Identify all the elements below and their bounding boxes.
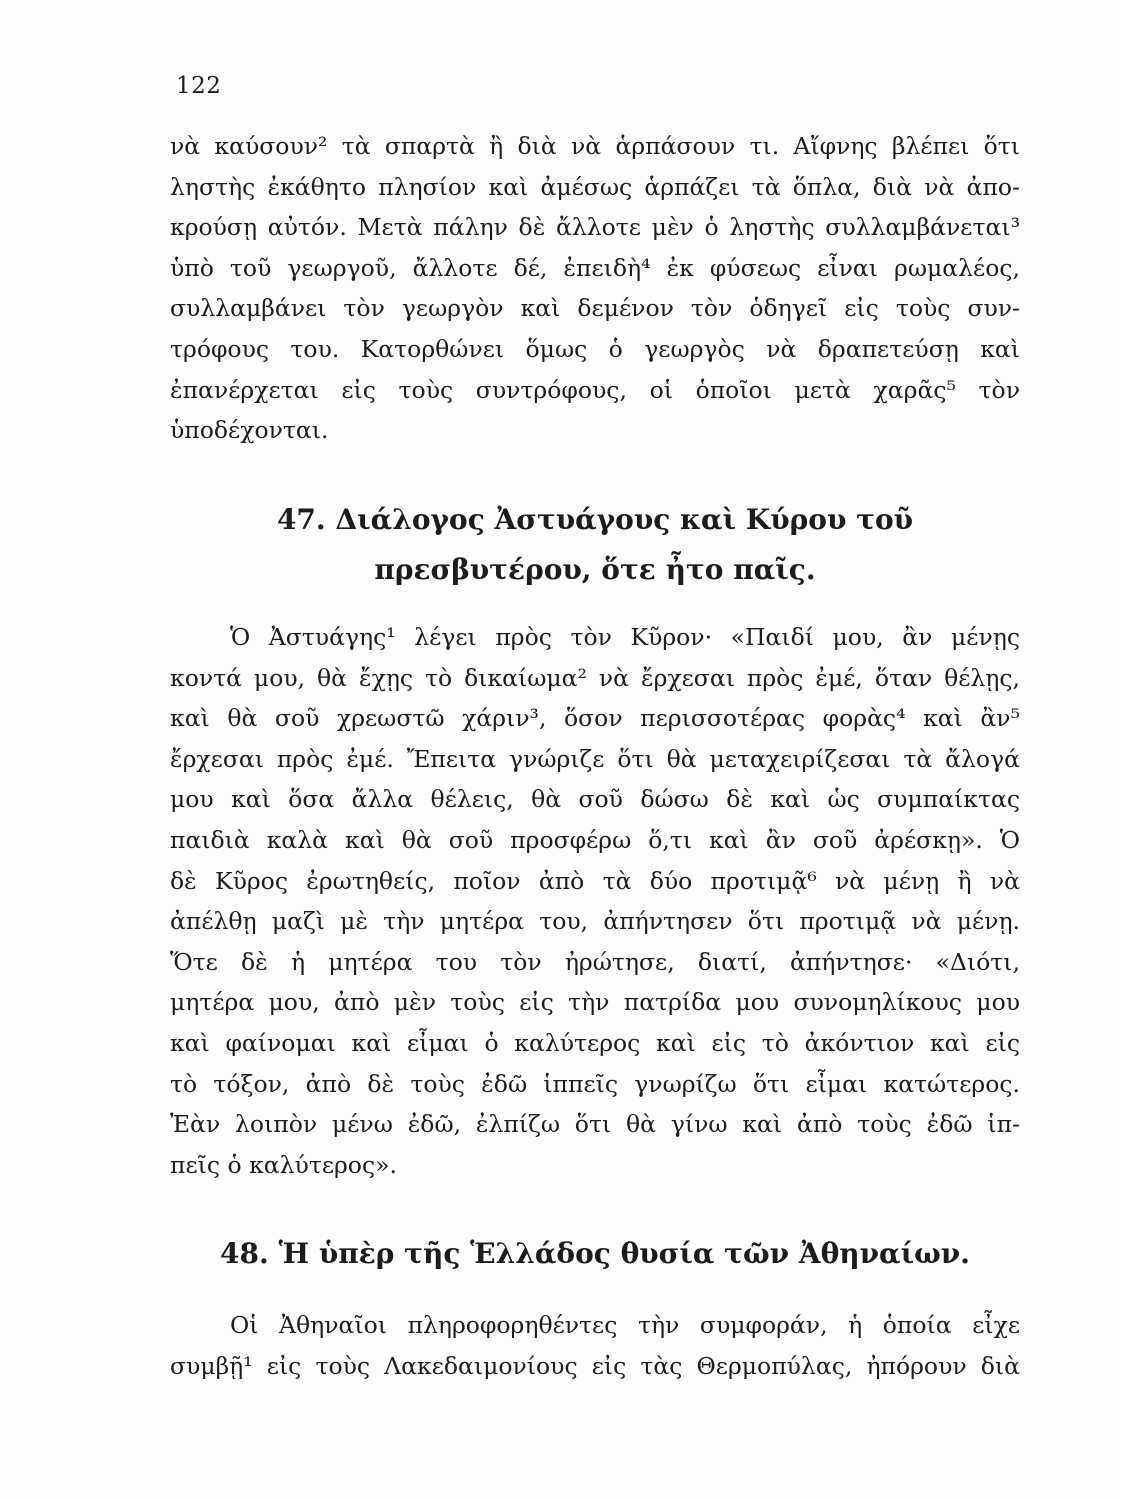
text-line: Ὁ Ἀστυάγης¹ λέγει πρὸς τὸν Κῦρον· «Παιδί μου, ἂν μένῃς: [230, 623, 1020, 651]
text-line: Οἱ Ἀθηναῖοι πληροφορηθέντες τὴν συμφοράν, ἡ ὁποία εἶχε: [230, 1311, 1020, 1339]
text-line: συμβῇ¹ εἰς τοὺς Λακεδαιμονίους εἰς τὰς Θερμοπύλας, ἠπόρουν διὰ: [170, 1351, 1020, 1380]
text-line: καὶ φαίνομαι καὶ εἶμαι ὁ καλύτερος καὶ εἰς τὸ ἀκόντιον καὶ εἰς: [170, 1028, 1020, 1057]
section-heading-48: 48. Ἡ ὑπὲρ τῆς Ἑλλάδος θυσία τῶν Ἀθηναίων.: [220, 1237, 970, 1270]
text-line: παιδιὰ καλὰ καὶ θὰ σοῦ προσφέρω ὅ,τι καὶ ἂν σοῦ ἀρέσκῃ». Ὁ: [170, 825, 1020, 854]
text-line: νὰ καύσουν² τὰ σπαρτὰ ἢ διὰ νὰ ἁρπάσουν τι. Αἴφνης βλέπει ὅτι: [170, 132, 1020, 160]
heading-line: 47. Διάλογος Ἀστυάγους καὶ Κύρου τοῦ: [276, 503, 914, 536]
text-line: ἔρχεσαι πρὸς ἐμέ. Ἔπειτα γνώριζε ὅτι θὰ μεταχειρίζεσαι τὰ ἄλογά: [170, 744, 1020, 773]
text-line: ἀπέλθῃ μαζὶ μὲ τὴν μητέρα του, ἀπήντησεν ὅτι προτιμᾷ νὰ μένῃ.: [170, 907, 1020, 936]
text-line: τὸ τόξον, ἀπὸ δὲ τοὺς ἐδῶ ἱππεῖς γνωρίζω ὅτι εἶμαι κατώτερος.: [170, 1069, 1020, 1098]
intro-paragraph: [170, 126, 1020, 451]
text-line: τρόφους του. Κατορθώνει ὅμως ὁ γεωργὸς νὰ δραπετεύσῃ καὶ: [170, 334, 1020, 363]
text-line: καὶ θὰ σοῦ χρεωστῶ χάριν³, ὅσον περισσοτέρας φορὰς⁴ καὶ ἂν⁵: [170, 704, 1020, 733]
text-line: ὑπὸ τοῦ γεωργοῦ, ἄλλοτε δέ, ἐπειδὴ⁴ ἐκ φύσεως εἶναι ρωμαλέος,: [170, 253, 1020, 282]
text-line: κρούσῃ αὐτόν. Μετὰ πάλην δὲ ἄλλοτε μὲν ὁ ληστὴς συλλαμβάνεται³: [170, 213, 1020, 242]
text-line: κοντά μου, θὰ ἔχῃς τὸ δικαίωμα² νὰ ἔρχεσαι πρὸς ἐμέ, ὅταν θέλῃς,: [170, 663, 1020, 692]
text-line: δὲ Κῦρος ἐρωτηθείς, ποῖον ἀπὸ τὰ δύο προτιμᾷ⁶ νὰ μένῃ ἢ νὰ: [170, 866, 1020, 895]
text-line: ληστὴς ἐκάθητο πλησίον καὶ ἀμέσως ἁρπάζει τὰ ὅπλα, διὰ νὰ ἀπο-: [170, 172, 1020, 201]
text-line: πεῖς ὁ καλύτερος».: [170, 1150, 397, 1179]
section-heading-47: [170, 495, 1020, 595]
text-line: Ὅτε δὲ ἡ μητέρα του τὸν ἠρώτησε, διατί, ἀπήντησε· «Διότι,: [170, 947, 1020, 976]
heading-line: πρεσβυτέρου, ὅτε ἦτο παῖς.: [374, 553, 816, 586]
text-line: Ἐὰν λοιπὸν μένω ἐδῶ, ἐλπίζω ὅτι θὰ γίνω καὶ ἀπὸ τοὺς ἐδῶ ἱπ-: [170, 1110, 1020, 1139]
text-line: συλλαμβάνει τὸν γεωργὸν καὶ δεμένον τὸν ὁδηγεῖ εἰς τοὺς συν-: [170, 294, 1020, 323]
text-line: ἐπανέρχεται εἰς τοὺς συντρόφους, οἱ ὁποῖοι μετὰ χαρᾶς⁵ τὸν: [170, 375, 1020, 404]
text-line: μητέρα μου, ἀπὸ μὲν τοὺς εἰς τὴν πατρίδα μου συνομηλίκους μου: [170, 988, 1020, 1017]
text-line: μου καὶ ὅσα ἄλλα θέλεις, θὰ σοῦ δώσω δὲ καὶ ὡς συμπαίκτας: [170, 785, 1020, 814]
section-47-body: [170, 617, 1020, 1185]
page-number: 122: [176, 73, 222, 99]
section-48-body: [170, 1305, 1020, 1386]
text-line: ὑποδέχονται.: [170, 416, 329, 445]
